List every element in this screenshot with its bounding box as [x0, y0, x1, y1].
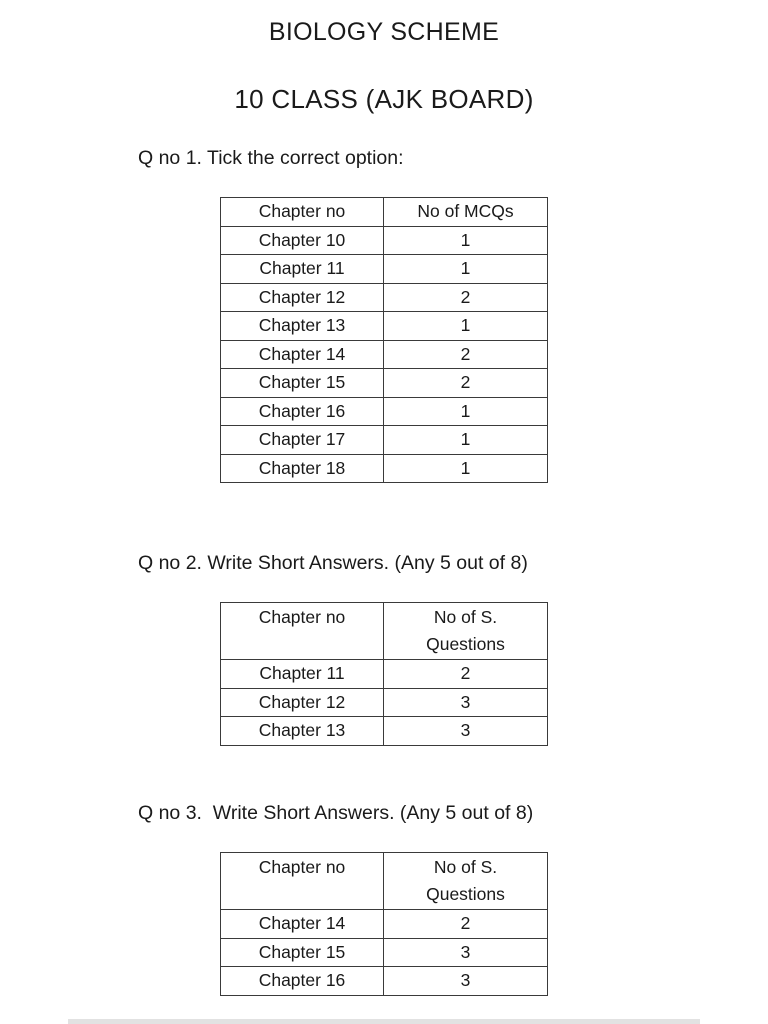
- count-cell: 2: [384, 369, 548, 398]
- header-line-2: Questions: [426, 634, 505, 654]
- table-header-row: [221, 198, 548, 227]
- chapter-cell: Chapter 11: [221, 255, 384, 284]
- table-header-row: [221, 603, 548, 660]
- count-cell: 2: [384, 340, 548, 369]
- chapter-cell: Chapter 10: [221, 226, 384, 255]
- table-row: [221, 312, 548, 341]
- question-3-heading: Q no 3. Write Short Answers. (Any 5 out of 8): [138, 802, 534, 824]
- count-cell: 3: [384, 938, 548, 967]
- table-row: [221, 910, 548, 939]
- table-row: [221, 938, 548, 967]
- chapter-cell: Chapter 16: [221, 967, 384, 996]
- count-cell: 1: [384, 312, 548, 341]
- page-title: BIOLOGY SCHEME: [268, 18, 500, 46]
- count-cell: 2: [384, 660, 548, 689]
- mcq-distribution-table: [220, 197, 548, 483]
- table-row: [221, 717, 548, 746]
- chapter-cell: Chapter 13: [221, 717, 384, 746]
- chapter-cell: Chapter 14: [221, 340, 384, 369]
- table-row: [221, 660, 548, 689]
- table-row: [221, 967, 548, 996]
- chapter-cell: Chapter 13: [221, 312, 384, 341]
- count-cell: 1: [384, 426, 548, 455]
- table-row: [221, 283, 548, 312]
- count-cell: 3: [384, 717, 548, 746]
- table-header-row: [221, 853, 548, 910]
- table-row: [221, 397, 548, 426]
- header-line-1: No of S.: [433, 857, 498, 877]
- table-row: [221, 688, 548, 717]
- page-subtitle: 10 CLASS (AJK BOARD): [234, 84, 534, 114]
- question-1-heading: Q no 1. Tick the correct option:: [138, 147, 404, 169]
- header-chapter-no: Chapter no: [221, 603, 384, 660]
- chapter-cell: Chapter 12: [221, 688, 384, 717]
- count-cell: 3: [384, 688, 548, 717]
- count-cell: 2: [384, 910, 548, 939]
- page-bottom-edge: [68, 1019, 700, 1024]
- header-question-count: [384, 603, 548, 660]
- chapter-cell: Chapter 15: [221, 369, 384, 398]
- chapter-cell: Chapter 18: [221, 454, 384, 483]
- count-cell: 2: [384, 283, 548, 312]
- count-cell: 3: [384, 967, 548, 996]
- table-row: [221, 340, 548, 369]
- header-line-1: No of S.: [433, 607, 498, 627]
- table-row: [221, 426, 548, 455]
- header-mcq-count: No of MCQs: [384, 198, 548, 227]
- chapter-cell: Chapter 14: [221, 910, 384, 939]
- chapter-cell: Chapter 17: [221, 426, 384, 455]
- table-row: [221, 369, 548, 398]
- count-cell: 1: [384, 226, 548, 255]
- table-row: [221, 454, 548, 483]
- chapter-cell: Chapter 16: [221, 397, 384, 426]
- question-2-heading: Q no 2. Write Short Answers. (Any 5 out of 8): [138, 552, 528, 574]
- chapter-cell: Chapter 15: [221, 938, 384, 967]
- header-question-count: [384, 853, 548, 910]
- count-cell: 1: [384, 397, 548, 426]
- header-chapter-no: Chapter no: [221, 198, 384, 227]
- table-row: [221, 226, 548, 255]
- chapter-cell: Chapter 12: [221, 283, 384, 312]
- header-line-2: Questions: [426, 884, 505, 904]
- count-cell: 1: [384, 255, 548, 284]
- short-questions-table-2: [220, 852, 548, 996]
- chapter-cell: Chapter 11: [221, 660, 384, 689]
- short-questions-table-1: [220, 602, 548, 746]
- header-chapter-no: Chapter no: [221, 853, 384, 910]
- count-cell: 1: [384, 454, 548, 483]
- table-row: [221, 255, 548, 284]
